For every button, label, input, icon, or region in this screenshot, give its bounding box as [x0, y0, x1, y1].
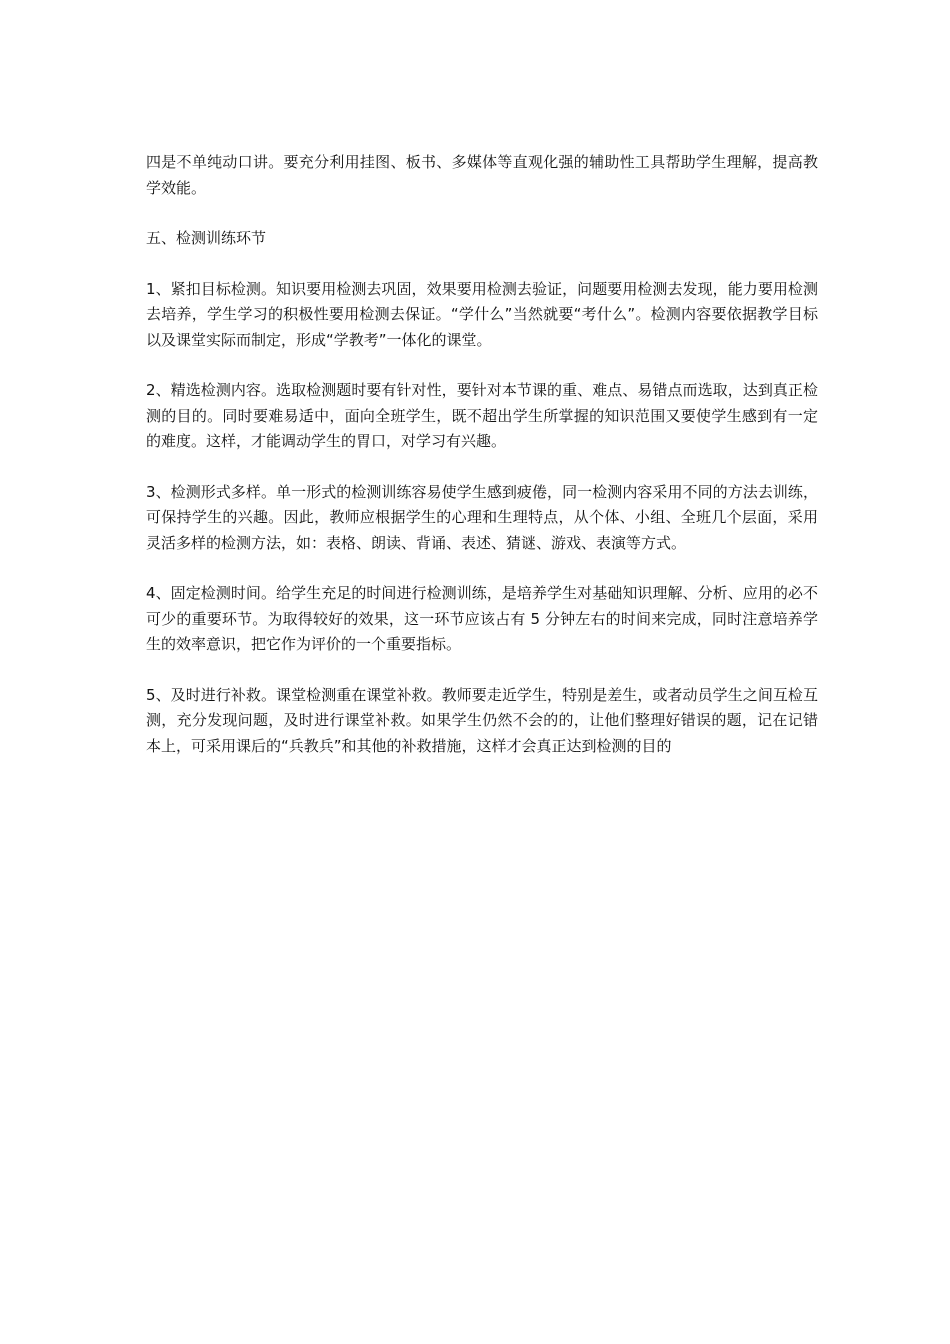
paragraph-point-4: 4、固定检测时间。给学生充足的时间进行检测训练，是培养学生对基础知识理解、分析、应用的必不可少的重要环节。为取得较好的效果，这一环节应该占有 5 分钟左右的时间来完成，同时注意培养学生的效率意识，把它作为评价的一个重要指标。	[146, 584, 818, 653]
paragraph-point-2: 2、精选检测内容。选取检测题时要有针对性，要针对本节课的重、难点、易错点而选取，达到真正检测的目的。同时要难易适中，面向全班学生，既不超出学生所掌握的知识范围又要使学生感到有一定的难度。这样，才能调动学生的胃口，对学习有兴趣。	[146, 381, 818, 450]
paragraph-point-1: 1、紧扣目标检测。知识要用检测去巩固，效果要用检测去验证，问题要用检测去发现，能力要用检测去培养，学生学习的积极性要用检测去保证。“学什么”当然就要“考什么”。检测内容要依据教学目标以及课堂实际而制定，形成“学教考”一体化的课堂。	[146, 279, 818, 349]
document-body	[146, 150, 818, 784]
paragraph-point-5: 5、及时进行补救。课堂检测重在课堂补救。教师要走近学生，特别是差生，或者动员学生之间互检互测，充分发现问题，及时进行课堂补救。如果学生仍然不会的的，让他们整理好错误的题，记在记错本上，可采用课后的“兵教兵”和其他的补救措施，这样才会真正达到检测的目的	[146, 685, 818, 755]
section-heading-testing: 五、检测训练环节	[146, 229, 267, 247]
paragraph-point-3: 3、检测形式多样。单一形式的检测训练容易使学生感到疲倦，同一检测内容采用不同的方法去训练，可保持学生的兴趣。因此，教师应根据学生的心理和生理特点，从个体、小组、全班几个层面，采用灵活多样的检测方法，如：表格、朗读、背诵、表述、猜谜、游戏、表演等方式。	[146, 482, 818, 552]
paragraph-teaching-tools: 四是不单纯动口讲。要充分利用挂图、板书、多媒体等直观化强的辅助性工具帮助学生理解，提高教学效能。	[146, 153, 818, 197]
